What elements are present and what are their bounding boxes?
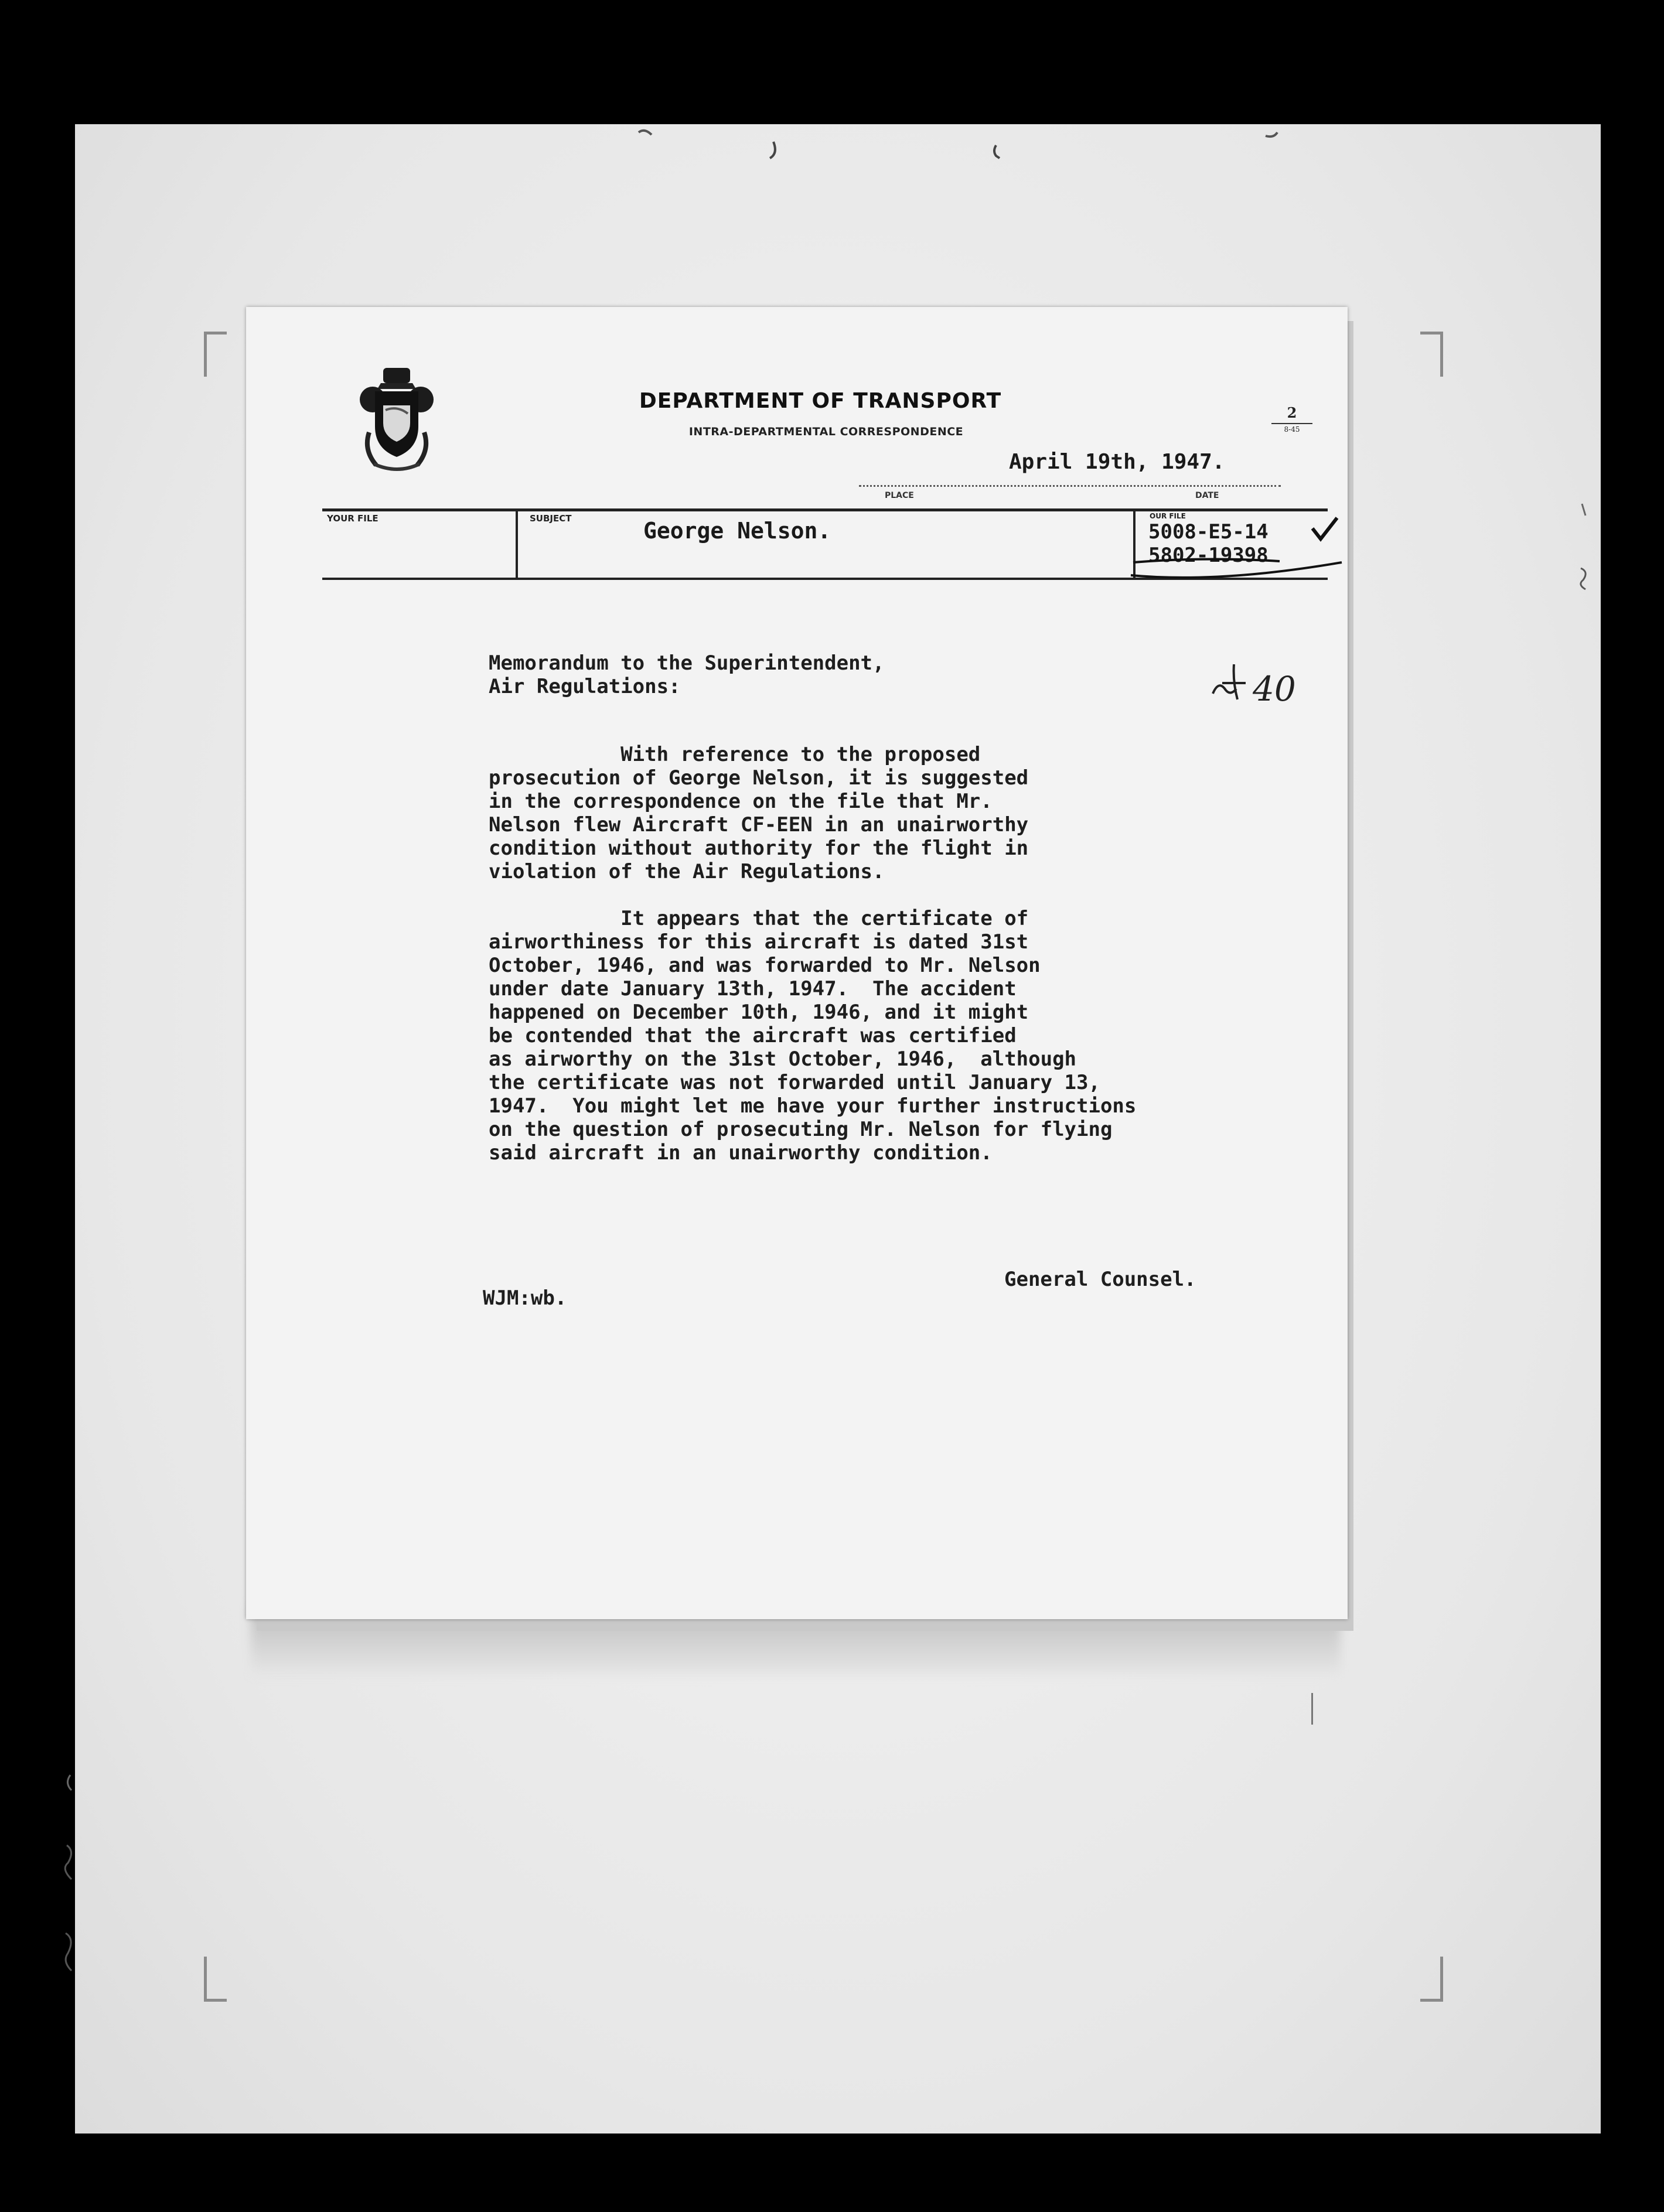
paragraph-2-line: as airworthy on the 31st October, 1946, although [489, 1047, 1077, 1071]
paragraph-1-line: condition without authority for the flight in [489, 837, 1029, 860]
form-number-top: 2 [1271, 404, 1312, 424]
signature-title: General Counsel. [1004, 1268, 1196, 1291]
memo-date: April 19th, 1947. [1009, 450, 1225, 474]
form-number [1271, 404, 1312, 433]
paragraph-2-line: be contended that the aircraft was certified [489, 1024, 1017, 1047]
paragraph-2-line: happened on December 10th, 1946, and it might [489, 1001, 1029, 1024]
correspondence-subtitle: INTRA-DEPARTMENTAL CORRESPONDENCE [688, 425, 964, 438]
paragraph-1-line: in the correspondence on the file that Mr. [489, 790, 993, 813]
scan-stray-mark [1311, 1693, 1313, 1725]
date-label: DATE [1195, 491, 1219, 500]
department-title: DEPARTMENT OF TRANSPORT [639, 389, 1002, 413]
paragraph-2-line: 1947. You might let me have your further instructions [489, 1094, 1137, 1118]
salutation-line-2: Air Regulations: [489, 675, 681, 698]
crop-mark-bottom-right [1420, 1957, 1443, 2002]
paragraph-1-line: With reference to the proposed [489, 743, 981, 766]
paragraph-2-line: It appears that the certificate of [489, 907, 1029, 930]
crop-mark-bottom-left [204, 1957, 227, 2002]
coat-of-arms-icon [357, 368, 436, 472]
typist-initials: WJM:wb. [483, 1286, 567, 1310]
crop-mark-top-right [1420, 332, 1443, 377]
paragraph-2-line: October, 1946, and was forwarded to Mr. Nelson [489, 954, 1041, 977]
form-number-bottom: 8-45 [1284, 425, 1300, 433]
scan-edge-marks-right [1576, 498, 1600, 592]
scan-edge-marks-left [59, 1769, 82, 1992]
check-mark-icon [1310, 516, 1339, 542]
paragraph-1-line: prosecution of George Nelson, it is suggested [489, 766, 1029, 790]
paragraph-1-line: Nelson flew Aircraft CF-EEN in an unairworthy [489, 813, 1029, 837]
paragraph-2-line: on the question of prosecuting Mr. Nelson for flying [489, 1118, 1113, 1141]
subject-label: SUBJECT [530, 513, 572, 524]
paragraph-2-line: the certificate was not forwarded until January 13, [489, 1071, 1100, 1094]
our-file-number-2: 5802-19398 [1148, 544, 1269, 567]
place-date-dotted-line [859, 485, 1281, 487]
salutation-line-1: Memorandum to the Superintendent, [489, 651, 885, 675]
paragraph-2-line: said aircraft in an unairworthy condition. [489, 1141, 993, 1165]
handwritten-annotation [1211, 660, 1328, 712]
place-label: PLACE [885, 491, 914, 500]
your-file-label: YOUR FILE [327, 513, 379, 524]
subject-value: George Nelson. [643, 518, 831, 544]
paragraph-2-line: airworthiness for this aircraft is dated 31st [489, 930, 1029, 954]
header-top-rule [322, 508, 1328, 511]
handwritten-underline-scrawl [1127, 547, 1350, 582]
paragraph-2-line: under date January 13th, 1947. The accident [489, 977, 1017, 1001]
scan-edge-marks-top [621, 124, 1324, 159]
crop-mark-top-left [204, 332, 227, 377]
paragraph-1-line: violation of the Air Regulations. [489, 860, 885, 883]
handwritten-note-text: 40 [1253, 669, 1296, 709]
our-file-number-1: 5008-E5-14 [1148, 520, 1269, 544]
divider-your-file [516, 508, 518, 578]
our-file-label: OUR FILE [1150, 512, 1186, 520]
